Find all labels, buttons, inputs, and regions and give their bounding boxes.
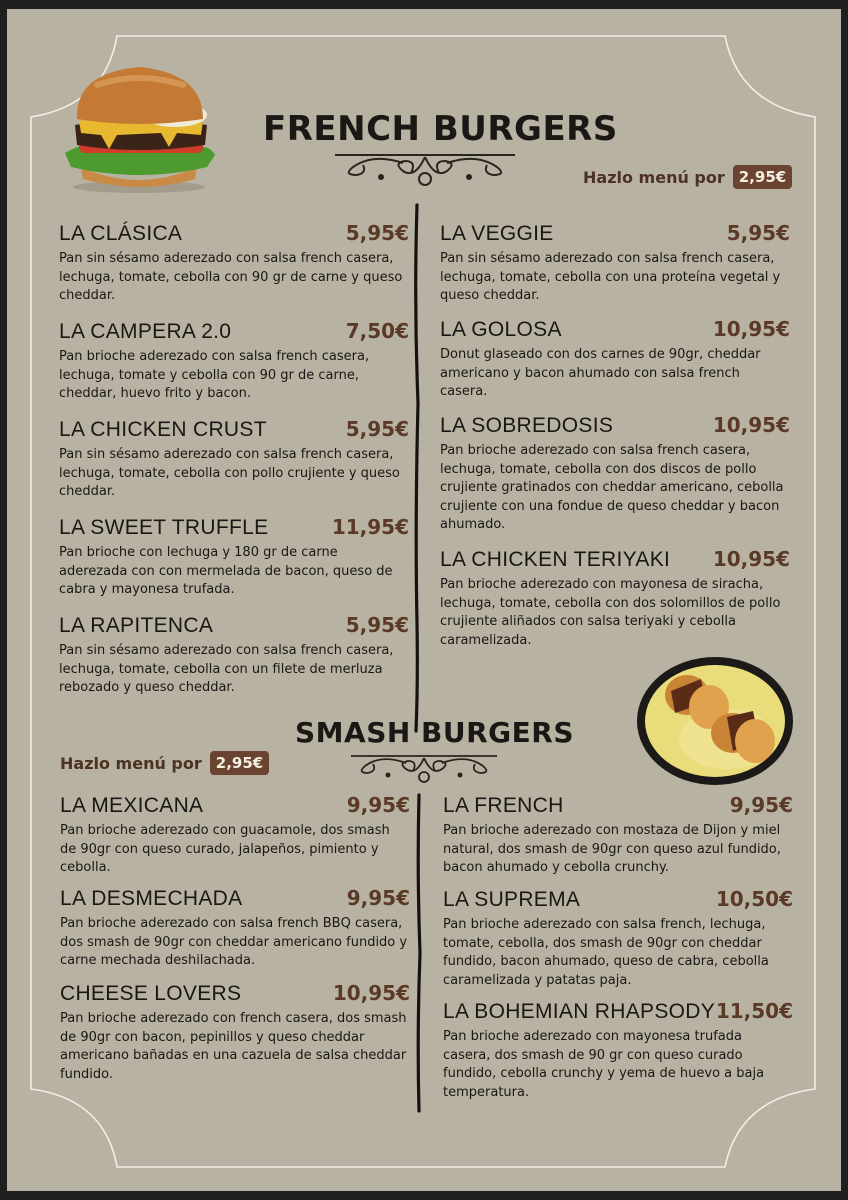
item-price: 9,95€ bbox=[729, 793, 793, 817]
item-description: Pan brioche aderezado con french casera, dos smash de 90gr con bacon, pepinillos y queso cheddar americano bañadas en una cazuela de salsa cheddar fundido. bbox=[60, 1011, 407, 1082]
item-name: LA CLÁSICA bbox=[59, 222, 183, 245]
menu-item bbox=[443, 793, 793, 878]
menu-page bbox=[7, 9, 841, 1191]
item-description: Pan brioche aderezado con salsa french casera, lechuga, tomate, cebolla con dos discos de pollo crujiente gratinados con cheddar americano, cebolla crujiente con una fondue de queso cheddar y bacon ahumado. bbox=[440, 443, 784, 532]
french-burgers-title: FRENCH BURGERS bbox=[263, 109, 618, 149]
item-name: LA SUPREMA bbox=[443, 888, 581, 911]
menu-item bbox=[59, 319, 409, 404]
item-name: CHEESE LOVERS bbox=[60, 982, 242, 1005]
item-price: 10,95€ bbox=[712, 547, 790, 571]
burger-image bbox=[57, 55, 219, 195]
menu-item bbox=[440, 547, 790, 650]
item-name: LA GOLOSA bbox=[440, 318, 562, 341]
item-name: LA FRENCH bbox=[443, 794, 564, 817]
item-description: Pan brioche aderezado con guacamole, dos smash de 90gr con queso curado, jalapeños, pimiento y cebolla. bbox=[60, 823, 390, 875]
item-price: 5,95€ bbox=[726, 221, 790, 245]
menu-item bbox=[60, 793, 410, 878]
menu-item bbox=[59, 613, 409, 698]
item-description: Pan brioche aderezado con salsa french BBQ casera, dos smash de 90gr con cheddar americano fundido y carne mechada deshilachada. bbox=[60, 916, 408, 968]
item-description: Pan brioche aderezado con mostaza de Dijon y miel natural, dos smash de 90gr con queso azul fundido, bacon ahumado y cebolla crunchy. bbox=[443, 823, 781, 875]
menu-offer-price: 2,95€ bbox=[210, 751, 269, 775]
item-price: 11,95€ bbox=[331, 515, 409, 539]
item-description: Pan sin sésamo aderezado con salsa french casera, lechuga, tomate, cebolla con pollo crujiente y queso cheddar. bbox=[59, 447, 400, 499]
item-price: 10,95€ bbox=[712, 317, 790, 341]
menu-item bbox=[440, 317, 790, 402]
item-price: 7,50€ bbox=[345, 319, 409, 343]
item-price: 9,95€ bbox=[346, 793, 410, 817]
item-price: 10,95€ bbox=[332, 981, 410, 1005]
menu-offer-price: 2,95€ bbox=[733, 165, 792, 189]
menu-item bbox=[59, 221, 409, 306]
ornament-flourish bbox=[349, 751, 499, 785]
item-price: 5,95€ bbox=[345, 417, 409, 441]
item-price: 5,95€ bbox=[345, 613, 409, 637]
item-price: 5,95€ bbox=[345, 221, 409, 245]
item-price: 10,95€ bbox=[712, 413, 790, 437]
menu-offer-label: Hazlo menú por bbox=[583, 167, 725, 187]
item-price: 10,50€ bbox=[715, 887, 793, 911]
menu-item bbox=[59, 515, 409, 600]
item-description: Pan brioche con lechuga y 180 gr de carne aderezada con con mermelada de bacon, queso de cabra y mayonesa trufada. bbox=[59, 545, 393, 597]
item-price: 11,50€ bbox=[715, 999, 793, 1023]
item-description: Pan sin sésamo aderezado con salsa french casera, lechuga, tomate, cebolla con 90 gr de carne y queso cheddar. bbox=[59, 251, 403, 303]
item-name: LA CAMPERA 2.0 bbox=[59, 320, 232, 343]
french-menu-offer bbox=[583, 165, 792, 189]
item-name: LA BOHEMIAN RHAPSODY bbox=[443, 1000, 716, 1023]
item-name: LA CHICKEN TERIYAKI bbox=[440, 548, 671, 571]
item-name: LA RAPITENCA bbox=[59, 614, 214, 637]
menu-offer-label: Hazlo menú por bbox=[60, 753, 202, 773]
item-name: LA DESMECHADA bbox=[60, 887, 243, 910]
item-description: Pan brioche aderezado con salsa french casera, lechuga, tomate y cebolla con 90 gr de carne, cheddar, huevo frito y bacon. bbox=[59, 349, 370, 401]
item-price: 9,95€ bbox=[346, 886, 410, 910]
menu-item bbox=[443, 887, 793, 990]
item-name: LA VEGGIE bbox=[440, 222, 554, 245]
menu-item bbox=[443, 999, 793, 1102]
item-name: LA CHICKEN CRUST bbox=[59, 418, 267, 441]
column-divider bbox=[411, 203, 423, 733]
item-name: LA SOBREDOSIS bbox=[440, 414, 614, 437]
item-description: Donut glaseado con dos carnes de 90gr, cheddar americano y bacon ahumado con salsa french casera. bbox=[440, 347, 761, 399]
item-description: Pan brioche aderezado con mayonesa de siracha, lechuga, tomate, cebolla con dos solomillos de pollo crujiente aliñados con salsa teriyaki y cebolla caramelizada. bbox=[440, 577, 781, 648]
menu-item bbox=[60, 886, 410, 971]
item-description: Pan sin sésamo aderezado con salsa french casera, lechuga, tomate, cebolla con una proteína vegetal y queso cheddar. bbox=[440, 251, 781, 303]
smash-menu-offer bbox=[60, 751, 269, 775]
menu-item bbox=[440, 413, 790, 535]
item-description: Pan brioche aderezado con salsa french, lechuga, tomate, cebolla, dos smash de 90gr con cheddar fundido, bacon ahumado, queso de cabra, cebolla caramelizada y patatas paja. bbox=[443, 917, 769, 988]
smash-burgers-bowl-image bbox=[635, 655, 795, 787]
column-divider bbox=[413, 793, 425, 1113]
item-description: Pan sin sésamo aderezado con salsa french casera, lechuga, tomate, cebolla con un filete de merluza rebozado y queso cheddar. bbox=[59, 643, 394, 695]
ornament-flourish bbox=[333, 149, 517, 189]
item-name: LA MEXICANA bbox=[60, 794, 204, 817]
menu-item bbox=[60, 981, 410, 1084]
menu-item bbox=[440, 221, 790, 306]
item-description: Pan brioche aderezado con mayonesa trufada casera, dos smash de 90 gr con queso curado fundido, cebolla crunchy y yema de huevo a baja temperatura. bbox=[443, 1029, 765, 1100]
item-name: LA SWEET TRUFFLE bbox=[59, 516, 269, 539]
menu-item bbox=[59, 417, 409, 502]
smash-burgers-title: SMASH BURGERS bbox=[295, 716, 575, 749]
